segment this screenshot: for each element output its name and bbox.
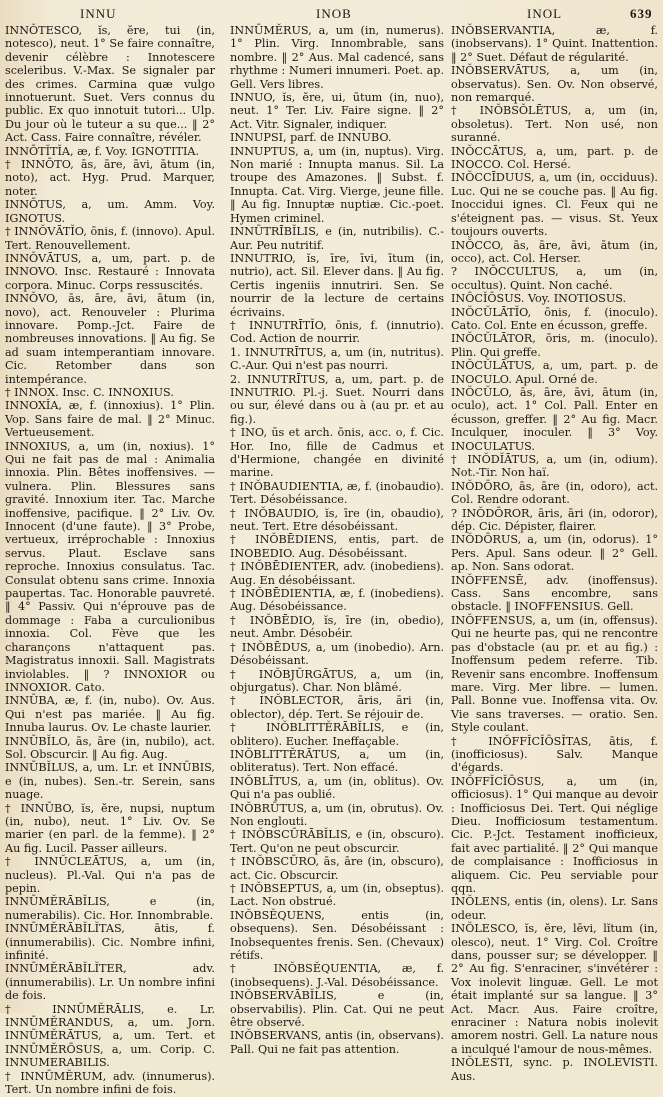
dictionary-entry: INNŌTĬTĬA, æ, f. Voy. IGNOTITIA. xyxy=(5,144,200,158)
dictionary-entry: † INŎBSŎLĒTUS, a, um (in, obsoletus). Tert. Non usé, non suranné. xyxy=(451,104,658,145)
dictionary-entry: INŎDŌRO, ās, āre (in, odoro), act. Col. Rendre odorant. xyxy=(451,479,658,507)
dictionary-entry: INŎFFĬCĬŌSUS, a, um (in, officiosus). 1° Qui manque au devoir : Inofficiosus Dei. Tert. Qui néglige Dieu. Inofficiosum testamentum. Cic. P.-Jct. Testament inofficieux, fait avec partialité. ‖ 2° Qui manque de complaisance : Inofficiosus in aliquem. Cic. Peu serviable pour qqn. xyxy=(451,774,659,895)
dictionary-entry: INŎBSERVANTIA, æ, f. (inobservans). 1° Quint. Inattention. ‖ 2° Suet. Défaut de régularité. xyxy=(451,24,658,64)
dictionary-entry: † INŎBLITTĔRĀBĬLIS, e (in, oblitero). Eucher. Ineffaçable. xyxy=(230,721,444,748)
dictionary-entry: INŎFFENSUS, a, um (in, offensus). Qui ne heurte pas, qui ne rencontre pas d'obstacle (au pr. et au fig.) : Inoffensum pedem referre. Tib. Revenir sans encombre. Inoffensum mare. Virg. Mer libre. — lumen. Pall. Bonne vue. Inoffensa vita. Ov. Vie sans traverses. — oratio. Sen. Style coulant. xyxy=(451,613,658,735)
dictionary-entry: INŌCĬŌSUS. Voy. INOTIOSUS. xyxy=(451,292,627,306)
column-1 xyxy=(5,24,215,1097)
dictionary-entry: † INŎBĒDUS, a, um (inobedio). Arn. Désobéissant. xyxy=(230,640,444,668)
dictionary-entry: INŎLENS, entis (in, olens). Lr. Sans odeur. xyxy=(451,895,658,922)
column-3 xyxy=(451,24,659,1083)
dictionary-entry: INNŪMĔRĀBĬLĬTER, adv. (innumerabilis). Lr. Un nombre infini de fois. xyxy=(5,962,215,1003)
dictionary-entry: † INŎDĬĀTUS, a, um (in, odium). Not.-Tir. Non haï. xyxy=(451,453,658,480)
dictionary-entry: INŎDŌRUS, a, um (in, odorus). 1° Pers. Apul. Sans odeur. ‖ 2° Gell. ap. Non. Sans odorat. xyxy=(451,533,658,574)
dictionary-entry: † INŎBĒDIO, ĭs, īre (in, obedio), neut. Ambr. Désobéir. xyxy=(230,613,444,641)
dictionary-entry: INNŪBA, æ, f. (in, nubo). Ov. Aus. Qui n'est pas mariée. ‖ Au fig. Innuba laurus. Ov. Le chaste laurier. xyxy=(5,694,215,735)
dictionary-entry: INŎBSERVĀTUS, a, um (in, observatus). Sen. Ov. Non observé, non remarqué. xyxy=(451,64,658,105)
dictionary-entry: INŎBSERVĀBĬLIS, e (in, observabilis). Plin. Cat. Qui ne peut être observé. xyxy=(230,989,444,1030)
dictionary-entry: INNŪMĔRUS, a, um (in, numerus). 1° Plin. Virg. Innombrable, sans nombre. ‖ 2° Aus. Mal cadencé, sans rhythme : Numeri innumeri. Poet. ap. Gell. Vers libres. xyxy=(230,24,444,91)
dictionary-entry: ? INŎCCULTUS, a, um (in, occultus). Quint. Non caché. xyxy=(451,265,658,292)
dictionary-entry: INNUTRIO, ĭs, īre, īvi, ītum (in, nutrio), act. Sil. Elever dans. ‖ Au fig. Certis ingeniis innutriri. Sen. Se nourrir de la lecture de certains écrivains. xyxy=(230,251,444,319)
dictionary-entry: INŎBRŪTUS, a, um (in, obrutus). Ov. Non englouti. xyxy=(230,801,444,828)
dictionary-entry: † INŎBĒDIENTER, adv. (inobediens). Aug. En désobéissant. xyxy=(230,560,444,587)
dictionary-entry: INŎLESTI, sync. p. INOLEVISTI. Aus. xyxy=(451,1056,658,1083)
dictionary-entry: INŎBLITTĔRĀTUS, a, um (in, obliteratus). Tert. Non effacé. xyxy=(230,747,444,775)
dictionary-entry: † INO, ūs et arch. ōnis, acc. o, f. Cic. Hor. Ino, fille de Cadmus et d'Hermione, changée en divinité marine. xyxy=(230,426,444,480)
dictionary-entry: INŎCŬLĀTUS, a, um, part. p. de INOCULO. Apul. Orné de. xyxy=(451,359,658,386)
dictionary-entry: † INŎBLECTOR, āris, āri (in, oblector), dép. Tert. Se réjouir de. xyxy=(230,694,444,721)
dictionary-entry: † INŎBSEPTUS, a, um (in, obseptus). Lact. Non obstrué. xyxy=(230,882,444,909)
dictionary-entry: INNUO, ĭs, ĕre, ui, ūtum (in, nuo), neut. 1° Ter. Liv. Faire signe. ‖ 2° Act. Vitr. Signaler, indiquer. xyxy=(230,91,444,131)
page-number: 639 xyxy=(630,6,653,21)
dictionary-entry: † INŎBSCŪRO, ās, āre (in, obscuro), act. Cic. Obscurcir. xyxy=(230,855,444,882)
dictionary-entry: INŎBSERVANS, antis (in, observans). Pall. Qui ne fait pas attention. xyxy=(230,1029,444,1056)
dictionary-entry: INNŌTUS, a, um. Amm. Voy. IGNOTUS. xyxy=(5,198,215,225)
dictionary-entry: INNŎVO, ās, āre, āvi, ātum (in, novo), act. Renouveler : Plurima innovare. Pomp.-Jct. Faire de nombreuses innovations. ‖ Au fig. Se ad suam intemperantiam innovare. Cic. Retomber dans son intempérance. xyxy=(5,292,215,386)
dictionary-entry: INNUPTUS, a, um (in, nuptus). Virg. Non marié : Innupta manus. Sil. La troupe des Amazones. ‖ Subst. f. Innupta. Cat. Virg. Vierge, jeune fille. ‖ Au fig. Innuptæ nuptiæ. Cic.-poet. Hymen criminel. xyxy=(230,144,444,225)
dictionary-entry: 2. INNUTRĪTUS, a, um, part. p. de INNUTRIO. Pl.-j. Suet. Nourri dans ou sur, élevé dans ou à (au pr. et au fig.). xyxy=(230,372,444,426)
dictionary-entry: † INNŬCLEĀTUS, a, um (in, nucleus). Pl.-Val. Qui n'a pas de pepin. xyxy=(5,855,215,895)
dictionary-entry: † INŎBJŪRGĀTUS, a, um (in, objurgatus). Char. Non blâmé. xyxy=(230,667,444,694)
text-columns xyxy=(0,24,663,1097)
dictionary-entry: † INNŪMĔRĀLIS, e. Lr. INNŪMĔRANDUS, a, um. Jorn. INNŪMĔRĀTUS, a, um. Tert. et INNŪMĔRŌSUS, a, um. Corip. C. INNUMERABILIS. xyxy=(5,1002,215,1070)
dictionary-entry: † INŎBĒDIENS, entis, part. de INOBEDIO. Aug. Désobéissant. xyxy=(230,533,444,560)
dictionary-entry: INNUPSI, parf. de INNUBO. xyxy=(230,131,392,145)
dictionary-entry: † INNŪMĔRUM, adv. (innumerus). Tert. Un nombre infini de fois. xyxy=(5,1069,215,1097)
header-right-guideword: INOL xyxy=(527,6,563,21)
dictionary-entry: † INNŎVĀTĬO, ōnis, f. (innovo). Apul. Tert. Renouvellement. xyxy=(5,225,215,252)
dictionary-entry: INŎCŬLO, ās, āre, āvi, ātum (in, oculo), act. 1° Col. Pall. Enter en écusson, greffer. ‖ 2° Au fig. Macr. Inculquer, inoculer. ‖ 3° Voy. INOCULATUS. xyxy=(451,385,658,453)
dictionary-entry: INŎFFENSĒ, adv. (inoffensus). Cass. Sans encombre, sans obstacle. ‖ INOFFENSIUS. Gell. xyxy=(451,573,658,614)
dictionary-entry: INŎCCĀTUS, a, um, part. p. de INOCCO. Col. Hersé. xyxy=(451,144,658,172)
dictionary-entry: INŎCŬLĀTĬO, ōnis, f. (inoculo). Cato. Col. Ente en écusson, greffe. xyxy=(451,305,658,332)
dictionary-entry: INNŎTESCO, ĭs, ĕre, tui (in, notesco), neut. 1° Se faire connaître, devenir célèbre : Innotescere sceleribus. V.-Max. Se signaler par des crimes. Carmina quæ vulgo innotuerunt. Suet. Vers connus du public. Ex quo innotuit tutori... Ulp. Du jour où le tuteur a su que... ‖ 2° Act. Cass. Faire connaître, révéler. xyxy=(5,24,215,145)
dictionary-entry: INŎCCO, ās, āre, āvi, ātum (in, occo), act. Col. Herser. xyxy=(451,238,658,265)
dictionary-entry: † INŎBSCŪRĀBĬLIS, e (in, obscuro). Tert. Qu'on ne peut obscurcir. xyxy=(230,828,444,855)
header-center-guideword: INOB xyxy=(316,6,352,21)
dictionary-entry: ? INŎDŌROR, āris, āri (in, odoror), dép. Cic. Dépister, flairer. xyxy=(451,506,658,534)
dictionary-entry: 1. INNUTRĪTUS, a, um (in, nutritus). C.-Aur. Qui n'est pas nourri. xyxy=(230,345,444,373)
header-left-guideword: INNU xyxy=(80,6,117,21)
dictionary-entry: INNŪBĬLUS, a, um. Lr. et INNŪBIS, e (in, nubes). Sen.-tr. Serein, sans nuage. xyxy=(5,761,215,802)
dictionary-entry: INŎLESCO, ĭs, ĕre, lēvi, lĭtum (in, olesco), neut. 1° Virg. Col. Croître dans, pousser sur; se développer. ‖ 2° Au fig. S'enraciner, s'invétérer : Vox inolevit linguæ. Gell. Le mot était implanté sur sa langue. ‖ 3° Act. Macr. Aus. Faire croître, enraciner : Natura nobis inolevit amorem nostri. Gell. La nature nous a inculqué l'amour de nous-mêmes. xyxy=(451,922,658,1056)
dictionary-entry: INŎCCĪDUUS, a, um (in, occiduus). Luc. Qui ne se couche pas. ‖ Au fig. Inoccidui ignes. Cl. Feux qui ne s'éteignent pas. — visus. St. Yeux toujours ouverts. xyxy=(451,171,658,239)
dictionary-entry: † INŎBAUDIENTIA, æ, f. (inobaudio). Tert. Désobéissance. xyxy=(230,479,444,507)
dictionary-entry: † INŎBĒDIENTIA, æ, f. (inobediens). Aug. Désobéissance. xyxy=(230,587,444,614)
dictionary-entry: † INŎBSĔQUENTIA, æ, f. (inobsequens). J.-Val. Désobéissance. xyxy=(230,962,444,989)
dictionary-entry: † INŎFFĬCĬŌSĬTAS, ātis, f. (inofficiosus). Salv. Manque d'égards. xyxy=(451,734,658,775)
dictionary-entry: INNOXĬA, æ, f. (innoxius). 1° Plin. Vop. Sans faire de mal. ‖ 2° Minuc. Vertueusement. xyxy=(5,399,215,440)
running-header xyxy=(0,4,663,24)
dictionary-entry: INNŪMĔRĀBĬLĬTAS, ātis, f. (innumerabilis). Cic. Nombre infini, infinité. xyxy=(5,922,215,963)
dictionary-entry: INŎCŬLĀTOR, ōris, m. (inoculo). Plin. Qui greffe. xyxy=(451,332,658,359)
dictionary-entry: † INNUTRĪTĬO, ōnis, f. (innutrio). Cod. Action de nourrir. xyxy=(230,318,444,346)
column-2 xyxy=(230,24,444,1056)
dictionary-entry: INNOXIUS, a, um (in, noxius). 1° Qui ne fait pas de mal : Animalia innoxia. Plin. Bêtes inoffensives. — vulnera. Plin. Blessures sans gravité. Innoxium iter. Tac. Marche inoffensive, pacifique. ‖ 2° Liv. Ov. Innocent (d'une faute). ‖ 3° Probe, vertueux, irréprochable : Innoxius servus. Plaut. Esclave sans reproche. Innoxius consulatus. Tac. Consulat obtenu sans crime. Innoxia paupertas. Tac. Honorable pauvreté. ‖ 4° Passiv. Qui n'éprouve pas de dommage : Faba a curculionibus innoxia. Col. Fève que les charançons n'attaquent pas. Magistratus innoxii. Sall. Magistrats inviolables. ‖ ? INNOXIOR ou INNOXIOR. Cato. xyxy=(5,439,215,694)
dictionary-entry: INNŪTRĪBĬLIS, e (in, nutribilis). C.-Aur. Peu nutritif. xyxy=(230,225,444,252)
dictionary-entry: INŎBSĔQUENS, entis (in, obsequens). Sen. Désobéissant : Inobsequentes frenis. Sen. (Chevaux) rétifs. xyxy=(230,908,444,963)
dictionary-entry: INNŪMĔRĀBĬLIS, e (in, numerabilis). Cic. Hor. Innombrable. xyxy=(5,895,215,922)
dictionary-entry: † INNŌTO, ās, āre, āvi, ātum (in, noto), act. Hyg. Prud. Marquer, noter. xyxy=(5,158,215,198)
dictionary-entry: INNŪBĬLO, ās, āre (in, nubilo), act. Sol. Obscurcir. ‖ Au fig. Aug. xyxy=(5,734,215,761)
dictionary-entry: INŎBLĪTUS, a, um (in, oblitus). Ov. Qui n'a pas oublié. xyxy=(230,774,444,802)
dictionary-entry: † INNOX. Insc. C. INNOXIUS. xyxy=(5,385,174,399)
dictionary-entry: † INŎBAUDIO, ĭs, īre (in, obaudio), neut. Tert. Etre désobéissant. xyxy=(230,506,444,534)
dictionary-entry: INNŎVĀTUS, a, um, part. p. de INNOVO. Insc. Restauré : Innovata corpora. Minuc. Corps ressuscités. xyxy=(5,251,215,292)
dictionary-entry: † INNŪBO, ĭs, ĕre, nupsi, nuptum (in, nubo), neut. 1° Liv. Ov. Se marier (en parl. de la femme). ‖ 2° Au fig. Lucil. Passer ailleurs. xyxy=(5,801,215,855)
